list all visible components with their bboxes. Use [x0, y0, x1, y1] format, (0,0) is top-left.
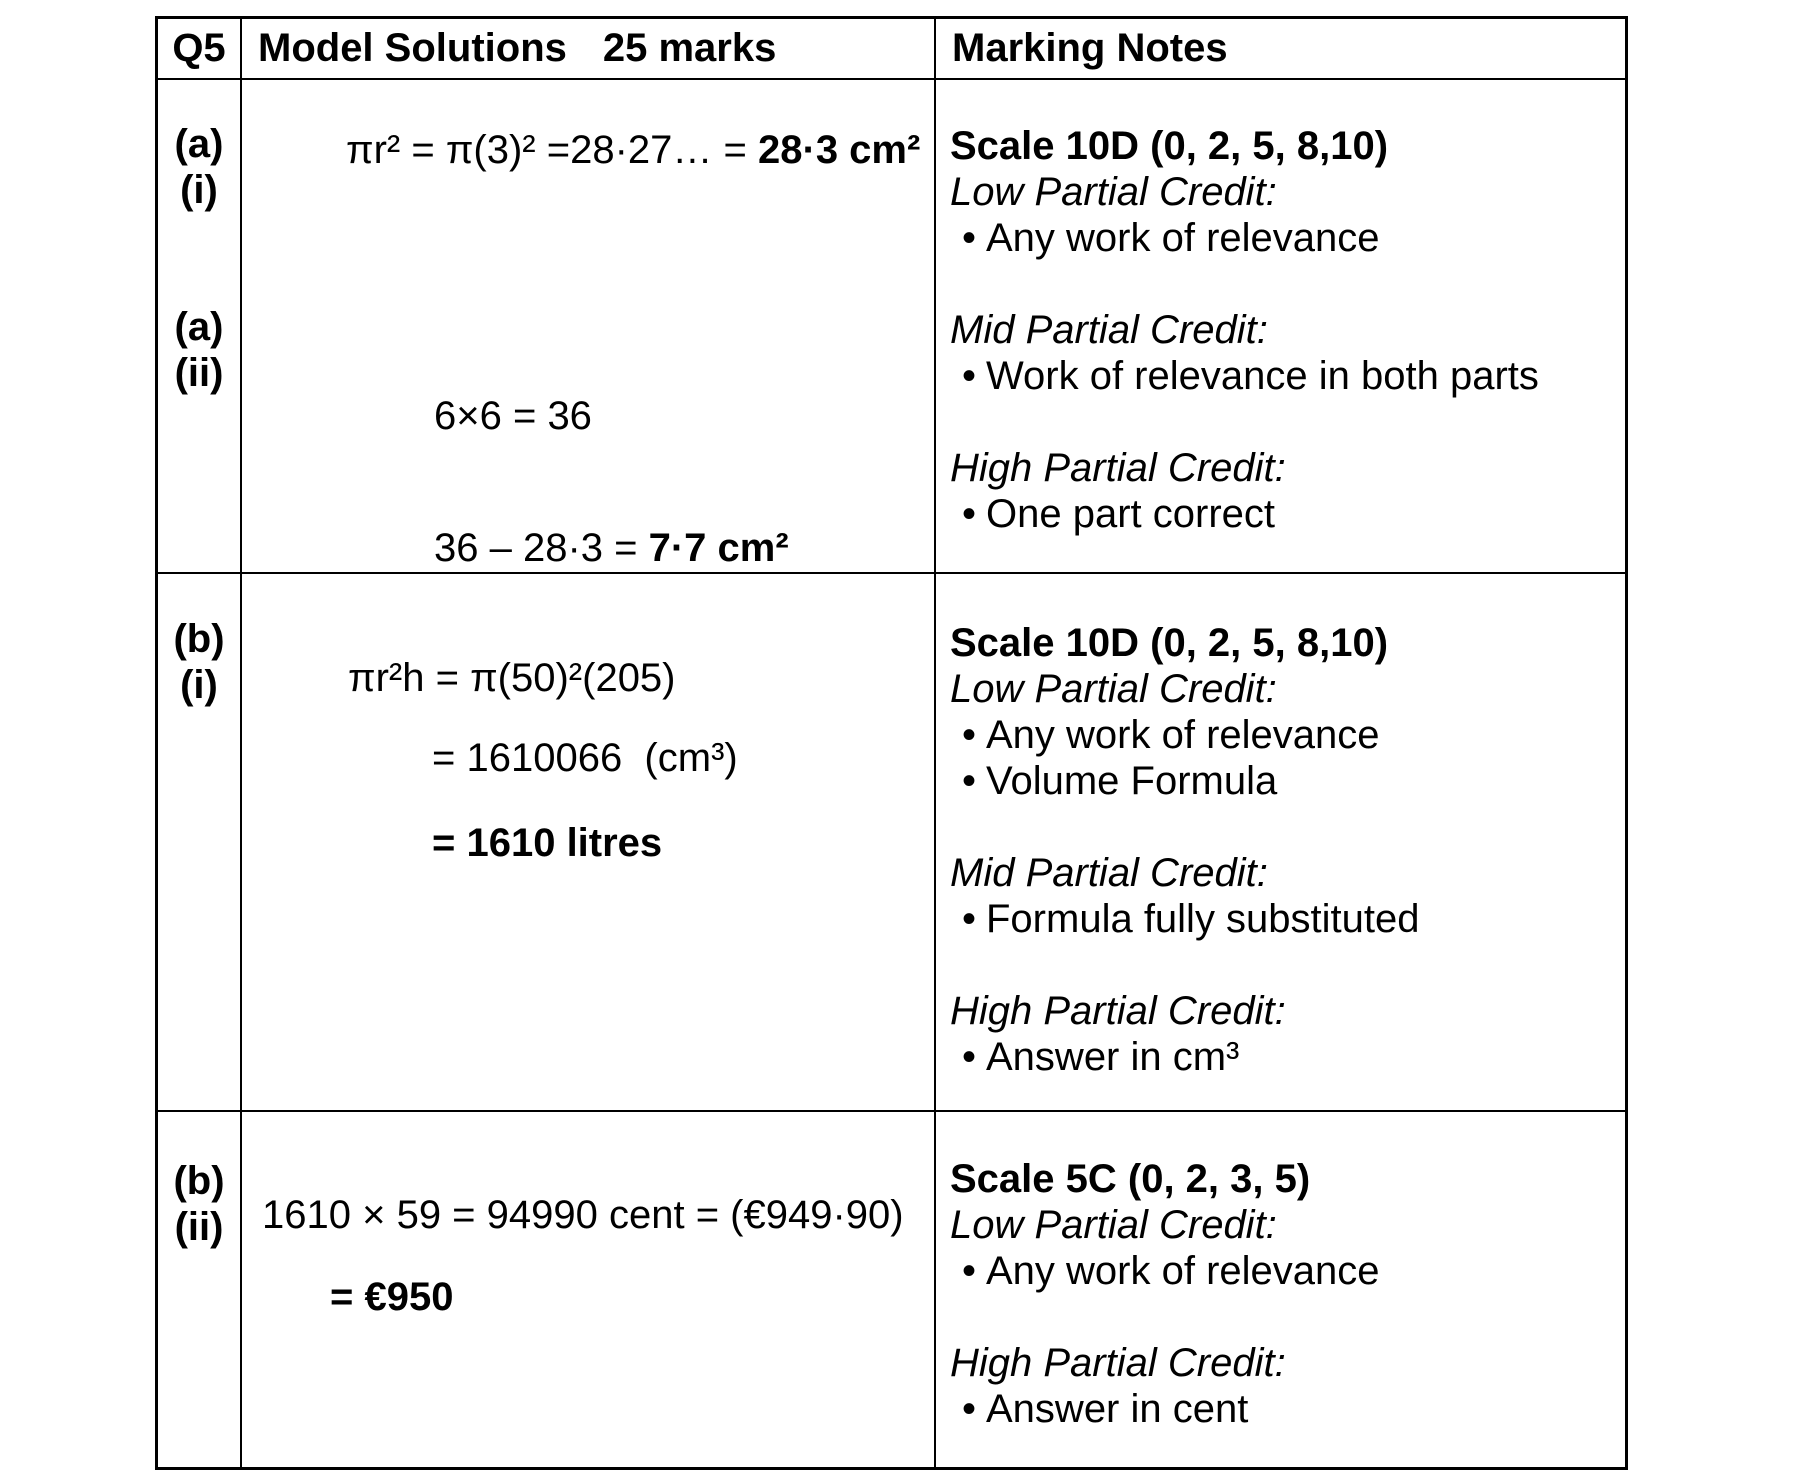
solution-b-ii-line1: 1610 × 59 = 94990 cent = (€949·90): [262, 1193, 904, 1237]
row3-solution-cell: [242, 1112, 936, 1467]
solution-b-i-line3: = 1610 litres: [432, 821, 663, 865]
row3-notes-cell: [936, 1112, 1625, 1467]
list-item: • Answer in cent: [962, 1387, 1249, 1431]
credit-group-low: Low Partial Credit: • Any work of relevance: [950, 1202, 1619, 1294]
solution-b-ii-line2: = €950: [330, 1275, 454, 1319]
row2-solution-cell: [242, 574, 936, 1112]
scale-label: Scale 10D (0, 2, 5, 8,10): [950, 124, 1389, 168]
bullet-icon: •: [962, 216, 977, 260]
list-item: • Any work of relevance: [962, 1249, 1380, 1293]
credit-group-mid: Mid Partial Credit: • Work of relevance in both parts: [950, 307, 1619, 399]
marks-label: 25 marks: [602, 26, 777, 70]
solution-b-i-line2: = 1610066 (cm³): [432, 736, 738, 780]
marking-scheme-table: [155, 16, 1628, 1470]
list-item: • One part correct: [962, 492, 1276, 536]
notes-title: Marking Notes: [952, 26, 1228, 70]
list-item: • Formula fully substituted: [962, 897, 1420, 941]
list-item: • Work of relevance in both parts: [962, 354, 1539, 398]
credit-group-high: High Partial Credit: • Answer in cent: [950, 1340, 1619, 1432]
part-label-a-i: (a) (i): [174, 122, 224, 212]
bullet-icon: •: [962, 1387, 977, 1431]
bullet-icon: •: [962, 759, 977, 803]
row2-part-cell: [158, 574, 242, 1112]
part-label-b-ii: (b) (ii): [173, 1159, 225, 1249]
list-item: • Volume Formula: [962, 759, 1278, 803]
question-number: Q5: [172, 26, 226, 70]
solution-b-i-line1: πr²h = π(50)²(205): [348, 656, 676, 700]
credit-group-high: High Partial Credit: • Answer in cm³: [950, 988, 1619, 1080]
credit-group-low: Low Partial Credit: • Any work of relevance • Volume Formula: [950, 666, 1619, 804]
solution-a-ii: 6×6 = 36 36 – 28·3 = 7·7 cm²: [434, 394, 789, 570]
solutions-title: Model Solutions: [258, 26, 567, 70]
credit-group-low: Low Partial Credit: • Any work of relevance: [950, 169, 1619, 261]
row1-part-cell: [158, 80, 242, 574]
row1-solution-cell: [242, 80, 936, 574]
row1-notes-cell: [936, 80, 1625, 574]
row3-part-cell: [158, 1112, 242, 1467]
credit-group-high: High Partial Credit: • One part correct: [950, 445, 1619, 537]
list-item: • Any work of relevance: [962, 713, 1380, 757]
header-question-cell: [158, 19, 242, 80]
credit-group-mid: Mid Partial Credit: • Formula fully substituted: [950, 850, 1619, 942]
part-label-b-i: (b) (i): [173, 617, 225, 707]
solution-a-i: πr² = π(3)² =28·27… = 28·3 cm²: [346, 128, 921, 172]
bullet-icon: •: [962, 713, 977, 757]
bullet-icon: •: [962, 1249, 977, 1293]
header-notes-cell: [936, 19, 1625, 80]
bullet-icon: •: [962, 354, 977, 398]
scale-label: Scale 10D (0, 2, 5, 8,10): [950, 621, 1389, 665]
part-label-a-ii: (a) (ii): [174, 305, 224, 395]
list-item: • Answer in cm³: [962, 1035, 1240, 1079]
bullet-icon: •: [962, 897, 977, 941]
list-item: • Any work of relevance: [962, 216, 1380, 260]
header-solutions-cell: [242, 19, 936, 80]
scale-label: Scale 5C (0, 2, 3, 5): [950, 1157, 1311, 1201]
row2-notes-cell: [936, 574, 1625, 1112]
bullet-icon: •: [962, 492, 977, 536]
bullet-icon: •: [962, 1035, 977, 1079]
